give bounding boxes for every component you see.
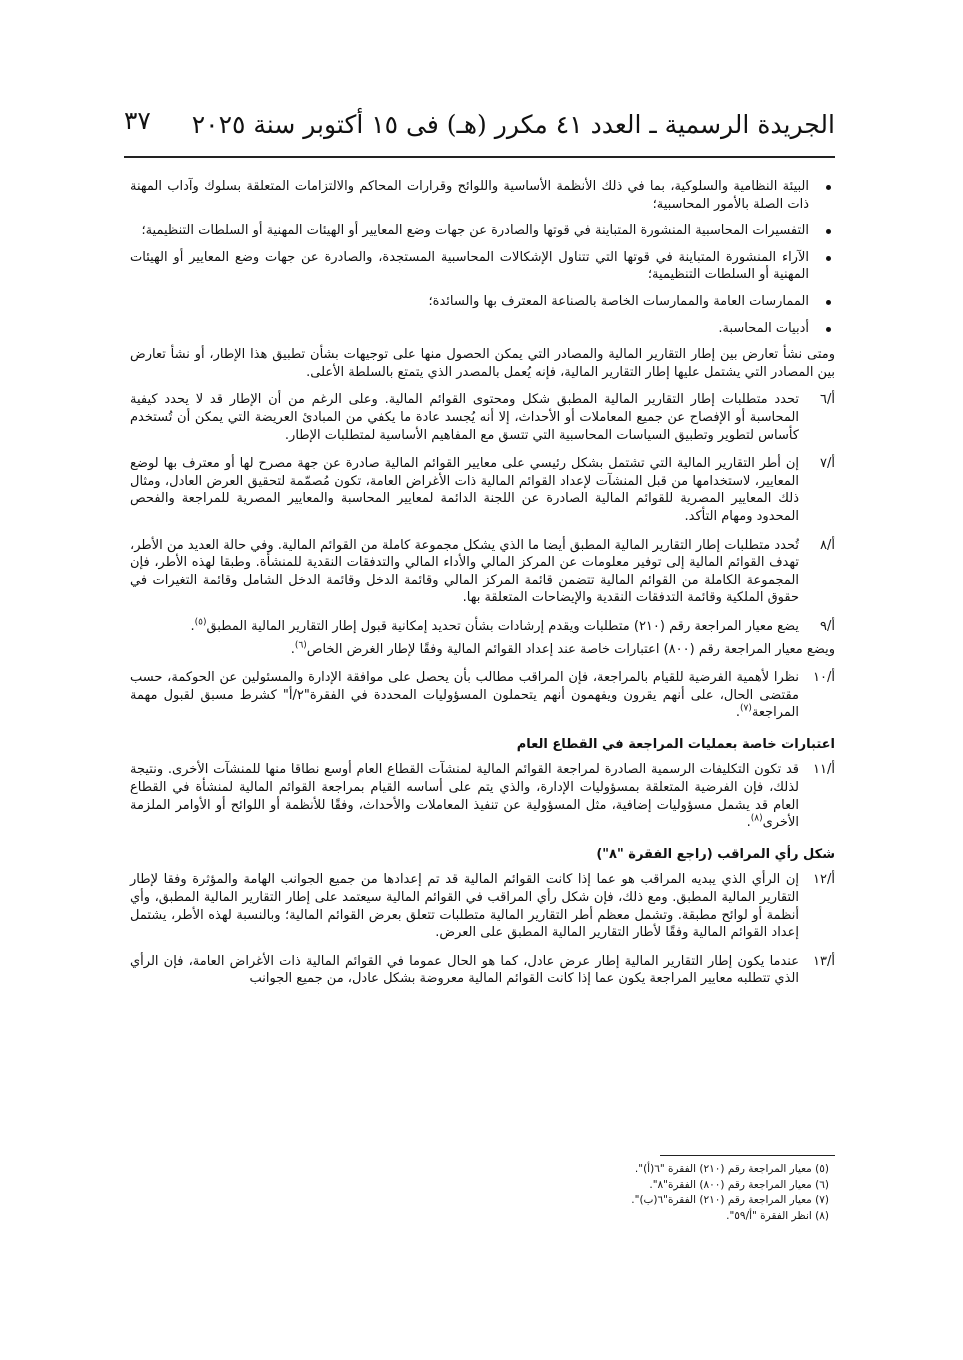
page-title: الجريدة الرسمية ـ العدد ٤١ مكرر (هـ) فى ١٥ أكتوبر سنة ٢٠٢٥ bbox=[191, 110, 835, 139]
list-item: أدبيات المحاسبة. bbox=[130, 320, 835, 338]
list-item: التفسيرات المحاسبية المنشورة المتباينة في قوتها والصادرة عن جهات وضع المعايير أو الهيئات المهنية أو السلطات التنظيمية؛ bbox=[130, 222, 835, 240]
bullet-icon bbox=[826, 300, 831, 305]
paragraph-a13 bbox=[130, 953, 835, 988]
paragraph-number: أ/١٣ bbox=[813, 953, 835, 969]
footnote: (٥) معيار المراجعة رقم (٢١٠) الفقرة "٦(أ)". bbox=[634, 1163, 829, 1175]
paragraph-800: ويضع معيار المراجعة رقم (٨٠٠) اعتبارات خاصة عند إعداد القوائم المالية وفقًا لإطار الغرض الخاص$^{(٦)}$. bbox=[290, 641, 835, 658]
paragraph-number: أ/١٠ bbox=[813, 670, 835, 686]
list-item: الآراء المنشورة المتباينة في قوتها التي تتناول الإشكالات المحاسبية المستجدة، والصادرة عن جهات وضع المعايير أو الهيئات المهنية أو السلطات التنظيمية؛ bbox=[130, 249, 835, 284]
paragraph-number: أ/٧ bbox=[820, 456, 835, 472]
section-heading-public-sector: اعتبارات خاصة بعمليات المراجعة في القطاع العام bbox=[516, 736, 835, 752]
paragraph-number: أ/٩ bbox=[820, 618, 835, 634]
paragraph-a6 bbox=[130, 391, 835, 444]
footnote-ref[interactable]: (٥) bbox=[194, 617, 207, 628]
paragraph-a12 bbox=[130, 871, 835, 941]
paragraph-text: تُحدد متطلبات إطار التقارير المالية المطبق أيضا ما الذي يشكل مجموعة كاملة من القوائم المالية. وفي حالة العديد من الأطر، تهدف القوائم المالية إلى توفير معلومات عن المركز المالي والأداء المالي والتدفقات النقدية للمنشأة. وطبقا لهذه الأطر، فإن المجموعة الكاملة من القوائم المالية تتضمن قائمة المركز المالي وقائمة الدخل وقائمة الدخل الشامل وقائمة التغيرات في حقوق الملكية وقائمة التدفقات النقدية والإيضاحات المتعلقة بها. bbox=[130, 537, 799, 606]
footnote-ref[interactable]: (٦) bbox=[294, 641, 307, 652]
footnote-ref[interactable]: (٧) bbox=[739, 703, 752, 714]
section-heading-opinion: شكل رأي المراقب (راجع الفقرة "٨") bbox=[596, 846, 835, 862]
paragraph-a8 bbox=[130, 537, 835, 607]
footnote-divider bbox=[660, 1155, 835, 1156]
paragraph-a9: أ/٩ يضع معيار المراجعة رقم (٢١٠) متطلبات ويقدم إرشادات بشأن تحديد إمكانية قبول إطار التقارير المالية المطبق$^{(٥)}$. bbox=[190, 617, 835, 634]
bullet-icon bbox=[826, 185, 831, 190]
paragraph-a7 bbox=[130, 455, 835, 525]
paragraph-text: نظرا لأهمية الفرضية للقيام بالمراجعة، فإن المراقب مطالب بأن يحصل على موافقة الإدارة والمسئولين عن الحوكمة، حسب مقتضى الحال، على أنهم يقرون ويفهمون أنهم يتحملون المسؤوليات المحددة في الفقرة"٢/أ" كشرط مسبق لقبول مهمة المراجعة bbox=[130, 670, 800, 721]
bullet-icon bbox=[826, 229, 831, 234]
paragraph-a10: أ/١٠ نظرا لأهمية الفرضية للقيام بالمراجعة، فإن المراقب مطالب بأن يحصل على موافقة الإدارة والمسئولين عن الحوكمة، حسب مقتضى الحال، على أنهم يقرون ويفهمون أنهم يتحملون المسؤوليات المحددة في الفقرة"٢/أ" كشرط مسبق لقبول مهمة المراجعة$^{(٧)}$. bbox=[130, 670, 835, 721]
paragraph-number: أ/٦ bbox=[820, 392, 835, 408]
paragraph-text: ويضع معيار المراجعة رقم (٨٠٠) اعتبارات خاصة عند إعداد القوائم المالية وفقًا لإطار الغرض الخاص bbox=[306, 642, 835, 658]
paragraph-text: يضع معيار المراجعة رقم (٢١٠) متطلبات ويقدم إرشادات بشأن تحديد إمكانية قبول إطار التقارير المالية المطبق bbox=[206, 618, 799, 634]
bullet-list bbox=[130, 178, 835, 337]
paragraph-text: إن الرأي الذي يبديه المراقب هو عما إذا كانت القوائم المالية قد تم إعدادها من جميع الجوانب الهامة والمؤثرة وفقا لإطار التقارير المالية المطبق. ومع ذلك، فإن شكل رأي المراقب في القوائم المالية سيعتمد على إطار التقارير المالية المطبق، وأي أنظمة أو لوائح مطبقة. وتشمل معظم أطر التقارير المالية متطلبات تتعلق بعرض القوائم المالية؛ وبالنسبة لهذه الأطر، يشتمل إعداد القوائم المالية وفقًا لأطار التقارير المالية المطبق على العرض. bbox=[130, 872, 799, 941]
bullet-icon bbox=[826, 256, 831, 261]
paragraph-number: أ/١١ bbox=[813, 762, 835, 778]
footnote: (٧) معيار المراجعة رقم (٢١٠) الفقرة"٦(ب)". bbox=[631, 1194, 829, 1206]
paragraph-text: إن أطر التقارير المالية التي تشتمل بشكل رئيسي على معايير القوائم المالية صادرة عن جهة مصرح لها أو معترف بها لوضع المعايير، لاستخدامها من قبل المنشآت لإعداد القوائم المالية ذات الأغراض العامة، تكون مُصمّمة لتحقيق العرض العادل، ومثال ذلك المعايير المصرية للقوائم المالية الصادرة عن اللجنة الدائمة لمعايير المحاسبة والمعايير المصرية للمراجعة والفحص المحدود ومهام التأكد. bbox=[130, 456, 799, 524]
page-content bbox=[130, 178, 835, 999]
list-item: الممارسات العامة والممارسات الخاصة بالصناعة المعترف بها والسائدة؛ bbox=[130, 293, 835, 311]
paragraph-text: عندما يكون إطار التقارير المالية إطار عرض عادل، كما هو الحال عموما في القوائم المالية ذات الأغراض العامة، فإن الرأي الذي تتطلبه معايير المراجعة يكون عما إذا كانت القوائم المالية معروضة بشكل عادل، من جميع الجوانب bbox=[130, 953, 799, 987]
page-number: ٣٧ bbox=[124, 106, 151, 135]
paragraph-number: أ/١٢ bbox=[813, 872, 835, 888]
paragraph-text: قد تكون التكليفات الرسمية الصادرة لمراجعة القوائم المالية لمنشآت القطاع العام أوسع نطاقا منها للمنشآت الأخرى. ونتيجة لذلك، فإن الفرضية المتعلقة بمسؤوليات الإدارة، والذي يتم على أساسه القيام بمراجعة القوائم المالية لمنشأة في القطاع العام قد يشمل مسؤوليات إضافية، مثل المسؤولية عن تنفيذ المعاملات والأحداث، وفقًا للأنظمة أو اللوائح أو الأوامر الملزمة الأخرى bbox=[130, 762, 799, 831]
conflict-paragraph: ومتى نشأ تعارض بين إطار التقارير المالية والمصادر التي يمكن الحصول منها على توجيهات بشأن تطبيق هذا الإطار، أو نشأ تعارض بين المصادر التي يشتمل عليها إطار التقارير المالية، فإنه يُعمل بالمصدر الذي يتمتع بالسلطة الأعلى. bbox=[130, 347, 835, 380]
page-header bbox=[124, 106, 835, 158]
footnote: (٨) انظر الفقرة "أ/٥٩". bbox=[726, 1209, 829, 1222]
footnotes bbox=[429, 1162, 829, 1224]
footnote-ref[interactable]: (٨) bbox=[750, 813, 763, 824]
footnote: (٦) معيار المراجعة رقم (٨٠٠) الفقرة"٨". bbox=[649, 1178, 829, 1191]
paragraph-text: تحدد متطلبات إطار التقارير المالية المطبق شكل ومحتوى القوائم المالية. وعلى الرغم من أن الإطار قد لا يحدد كيفية المحاسبة أو الإفصاح عن جميع المعاملات أو الأحداث، إلا أنه يُجسد عادة ما يكفي من المبادئ العريضة التي يمكن أن تُستخدم كأساس لتطوير وتطبيق السياسات المحاسبية التي تتسق مع المفاهيم الأساسية لمتطلبات الإطار. bbox=[130, 392, 799, 443]
list-item: البيئة النظامية والسلوكية، بما في ذلك الأنظمة الأساسية واللوائح وقرارات المحاكم والالتزامات المتعلقة بسلوك وآداب المهنة ذات الصلة بالأمور المحاسبية؛ bbox=[130, 178, 835, 213]
paragraph-number: أ/٨ bbox=[820, 537, 835, 553]
bullet-icon bbox=[826, 327, 831, 332]
paragraph-a11: أ/١١ قد تكون التكليفات الرسمية الصادرة لمراجعة القوائم المالية لمنشآت القطاع العام أوسع نطاقا منها للمنشآت الأخرى. ونتيجة لذلك، فإن الفرضية المتعلقة بمسؤوليات الإدارة، والذي يتم على أساسه القيام بمراجعة القوائم المالية لمنشأة في القطاع العام قد يشمل مسؤوليات إضافية، مثل المسؤولية عن تنفيذ المعاملات والأحداث، وفقًا للأنظمة أو اللوائح أو الأوامر الملزمة الأخرى$^{(٨)}$. bbox=[130, 762, 835, 831]
